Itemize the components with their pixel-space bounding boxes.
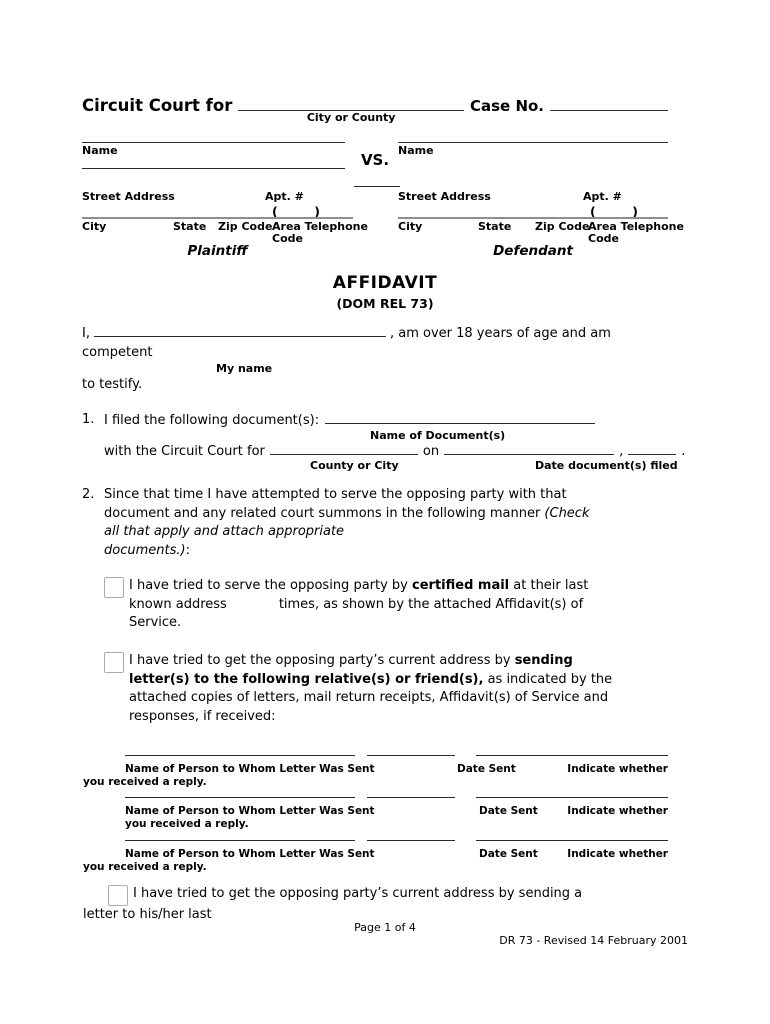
check1-line1-pre: I have tried to serve the opposing party by (129, 578, 413, 593)
defendant-state-caption: State (478, 220, 512, 233)
reply-caption: you received a reply. (125, 818, 249, 830)
person-name-caption: Name of Person to Whom Letter Was Sent (125, 805, 375, 817)
my-name-blank[interactable] (94, 324, 386, 337)
item-1-comma: , (619, 444, 624, 459)
document-name-blank[interactable] (325, 411, 595, 424)
date-sent-blank[interactable] (367, 755, 455, 756)
court-prefix-label: Circuit Court for (82, 96, 233, 115)
code-caption: Code (272, 232, 303, 245)
letter-row (82, 835, 668, 877)
paren-close: ) (314, 204, 320, 219)
code-caption: Code (588, 232, 619, 245)
check1-line1-post: at their last (509, 578, 589, 593)
document-title: AFFIDAVIT (332, 273, 438, 293)
person-name-caption: Name of Person to Whom Letter Was Sent (125, 763, 375, 775)
document-name-caption: Name of Document(s) (370, 429, 506, 442)
plaintiff-role-label: Plaintiff (187, 243, 248, 259)
year-blank[interactable] (628, 442, 676, 455)
defendant-street-caption: Street Address (398, 190, 491, 203)
county-or-city-caption: County or City (310, 459, 399, 472)
check1-line3: Service. (129, 615, 182, 630)
defendant-phone-caption (588, 221, 684, 245)
vs-label: VS. (360, 151, 390, 169)
item-2-line2-roman: document and any related court summons in the following manner (104, 505, 545, 521)
option-letter-last-address (83, 885, 703, 925)
city-or-county-caption: City or County (306, 111, 396, 124)
option-certified-mail (104, 577, 704, 633)
item-1-lead: I filed the following document(s): (104, 413, 320, 428)
document-subtitle: (DOM REL 73) (336, 296, 434, 311)
date-filed-caption: Date document(s) filed (535, 459, 678, 472)
plaintiff-name-caption: Name (82, 144, 118, 157)
area-telephone-caption: Area Telephone (272, 220, 368, 233)
parties-block (82, 138, 684, 268)
letter-row (82, 750, 668, 792)
plaintiff-city-caption: City (82, 220, 107, 233)
intro-line2: to testify. (82, 377, 143, 392)
item-2-line3-italic: all that apply and attach appropriate (104, 524, 345, 539)
person-name-blank[interactable] (125, 840, 355, 841)
plaintiff-city-blank[interactable] (82, 217, 353, 219)
person-name-blank[interactable] (125, 797, 355, 798)
indicate-caption: Indicate whether (567, 805, 668, 817)
my-name-caption: My name (216, 362, 273, 375)
area-telephone-caption: Area Telephone (588, 220, 684, 233)
county-or-city-blank[interactable] (270, 442, 418, 455)
item-1-period: . (681, 444, 686, 459)
defendant-city-caption: City (398, 220, 423, 233)
option-letters-to-relatives (104, 652, 704, 726)
check2-line3: attached copies of letters, mail return receipts, Affidavit(s) of Service and (129, 690, 609, 705)
reply-blank[interactable] (476, 840, 668, 841)
paren-open: ( (590, 204, 596, 219)
person-name-blank[interactable] (125, 755, 355, 756)
indicate-caption: Indicate whether (567, 763, 668, 775)
case-no-blank[interactable] (550, 97, 668, 111)
date-sent-blank[interactable] (367, 840, 455, 841)
page-number: Page 1 of 4 (354, 921, 416, 934)
item-2-line4-colon: : (185, 542, 190, 558)
plaintiff-state-caption: State (173, 220, 207, 233)
reply-caption: you received a reply. (83, 861, 207, 873)
check2-line1-bold: sending (514, 653, 573, 668)
plaintiff-name-blank[interactable] (82, 142, 345, 143)
plaintiff-zip-caption: Zip Code (218, 220, 273, 233)
check2-line2-post: as indicated by the (483, 671, 613, 687)
intro-wrap-word: competent (82, 344, 153, 360)
item-2 (82, 486, 712, 560)
indicate-caption: Indicate whether (567, 848, 668, 860)
date-sent-caption: Date Sent (479, 848, 538, 860)
intro-post: , am over 18 years of age and am (389, 326, 611, 341)
check2-line2-bold: letter(s) to the following relative(s) or friend(s), (129, 671, 484, 687)
form-revision-note: DR 73 - Revised 14 February 2001 (499, 934, 688, 947)
intro-pre: I, (82, 326, 90, 341)
vs-underline (354, 186, 400, 187)
date-sent-blank[interactable] (367, 797, 455, 798)
item-1-number: 1. (82, 412, 95, 427)
certified-mail-checkbox[interactable] (104, 577, 124, 598)
date-filed-blank[interactable] (444, 442, 614, 455)
city-or-county-blank[interactable] (238, 97, 464, 124)
item-2-line4-italic: documents.) (104, 542, 186, 558)
check1-line1-bold: certified mail (412, 578, 510, 593)
plaintiff-apt-caption: Apt. # (265, 190, 304, 203)
document-title-block (0, 273, 770, 311)
check1-line2-pre: known address (129, 596, 227, 612)
letter-rows (82, 750, 668, 880)
item-2-line1: Since that time I have attempted to serve the opposing party with that (104, 487, 567, 502)
check2-line1-pre: I have tried to get the opposing party’s current address by (129, 653, 515, 668)
defendant-zip-caption: Zip Code (535, 220, 590, 233)
check2-line4: responses, if received: (129, 708, 276, 724)
letters-to-relatives-checkbox[interactable] (104, 652, 124, 673)
plaintiff-phone-caption (272, 221, 368, 245)
reply-blank[interactable] (476, 755, 668, 756)
court-header (82, 96, 668, 124)
defendant-apt-caption: Apt. # (583, 190, 622, 203)
person-name-caption: Name of Person to Whom Letter Was Sent (125, 848, 375, 860)
defendant-name-blank[interactable] (398, 142, 668, 143)
letter-row (82, 792, 668, 834)
item-1-line2-pre: with the Circuit Court for (104, 444, 265, 459)
check1-line2-post: times, as shown by the attached Affidavit(s) of (278, 596, 584, 612)
reply-caption: you received a reply. (83, 776, 207, 788)
defendant-role-label: Defendant (493, 243, 573, 259)
defendant-city-blank[interactable] (398, 217, 668, 219)
paren-close: ) (632, 204, 638, 219)
item-1-on: on (422, 444, 440, 459)
reply-blank[interactable] (476, 797, 668, 798)
item-2-line2-italic: (Check (544, 505, 590, 521)
plaintiff-street-caption: Street Address (82, 190, 175, 203)
item-2-number: 2. (82, 487, 95, 502)
plaintiff-address-blank[interactable] (82, 168, 345, 169)
check3-line2: letter to his/her last (83, 907, 212, 922)
defendant-name-caption: Name (398, 144, 434, 157)
date-sent-caption: Date Sent (479, 805, 538, 817)
intro-paragraph (82, 324, 702, 395)
paren-open: ( (272, 204, 278, 219)
date-sent-caption: Date Sent (457, 763, 516, 775)
letter-last-address-checkbox[interactable] (108, 885, 128, 906)
case-no-label: Case No. (469, 97, 544, 115)
check3-line1: I have tried to get the opposing party’s current address by sending a (133, 886, 583, 901)
